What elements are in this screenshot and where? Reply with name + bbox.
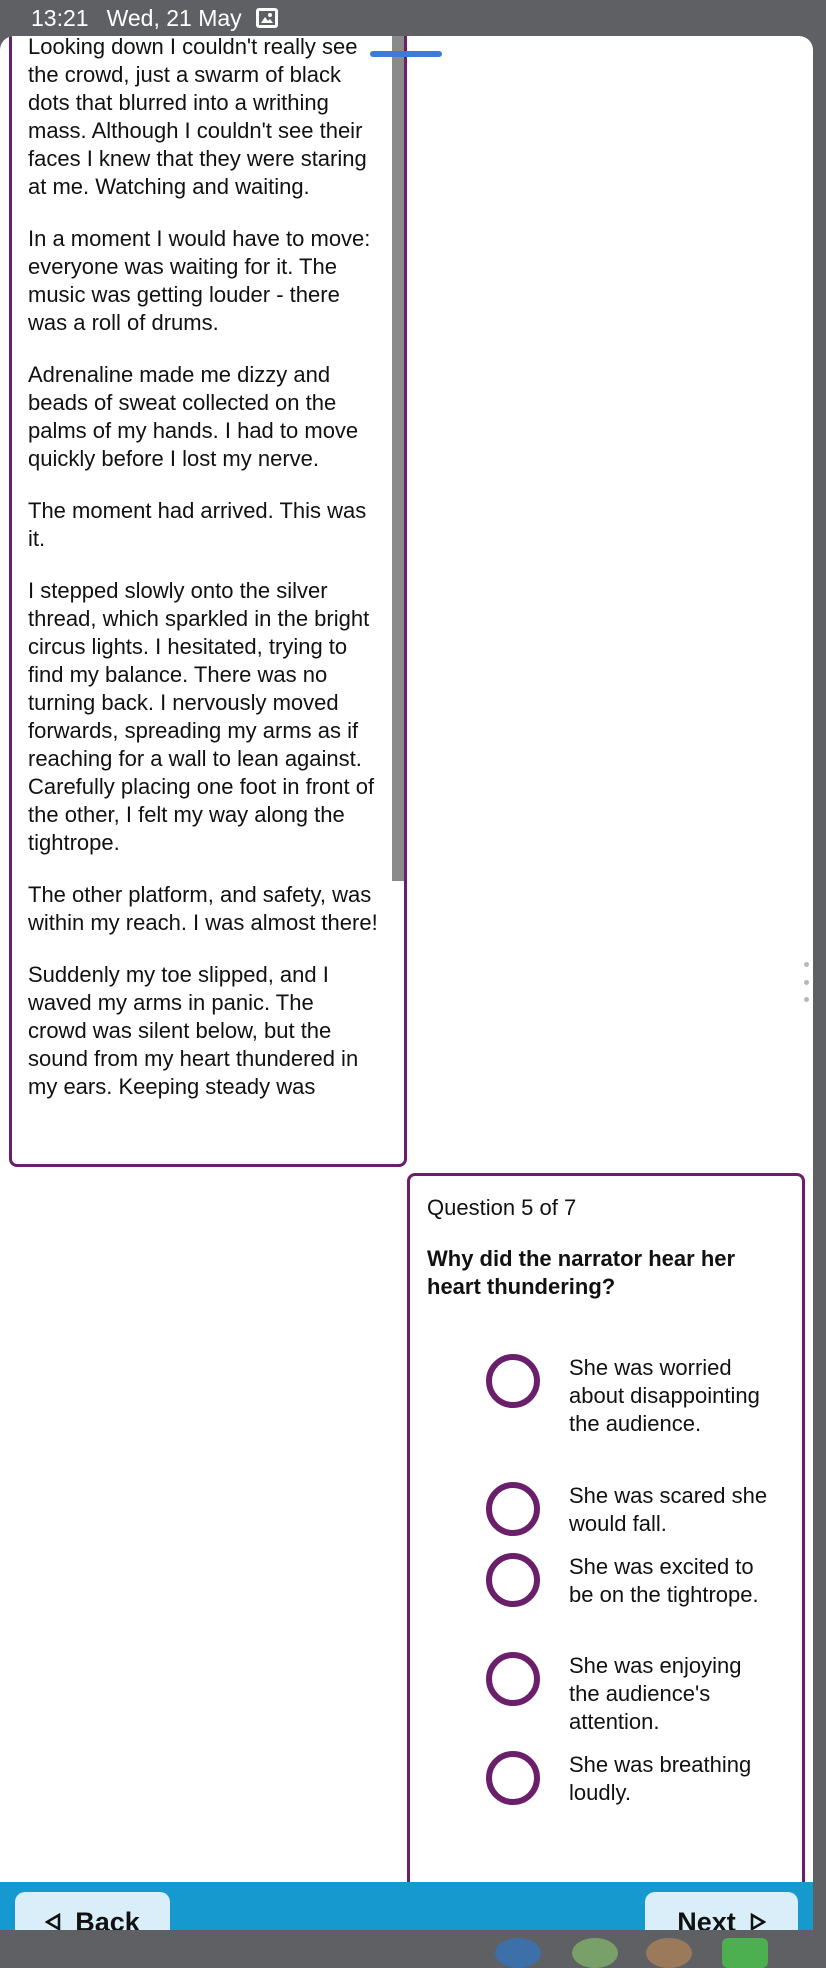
panel-drag-handle[interactable] bbox=[370, 51, 442, 57]
passage-paragraph: Looking down I couldn't really see the crowd, just a swarm of black dots that blurred into a writhing mass. Although I couldn't see their faces I knew that they were staring at me. Watching and waiting. bbox=[28, 36, 367, 199]
radio-button[interactable] bbox=[486, 1652, 540, 1706]
bottom-nav-bar bbox=[0, 1882, 813, 1930]
question-panel bbox=[407, 1173, 805, 1930]
next-button[interactable] bbox=[645, 1892, 798, 1930]
dock-app-icon[interactable] bbox=[646, 1938, 692, 1968]
passage-text bbox=[28, 36, 378, 1125]
side-handle[interactable] bbox=[803, 962, 809, 1002]
passage-paragraph: In a moment I would have to move: everyone was waiting for it. The music was getting louder - there was a roll of drums. bbox=[28, 226, 371, 335]
answer-label[interactable]: She was scared she would fall. bbox=[569, 1483, 768, 1536]
handle-dot bbox=[804, 997, 809, 1002]
answer-label[interactable]: She was excited to be on the tightrope. bbox=[569, 1554, 759, 1607]
answer-label[interactable]: She was worried about disappointing the audience. bbox=[569, 1355, 760, 1436]
back-button-label: Back bbox=[75, 1906, 140, 1930]
radio-button[interactable] bbox=[486, 1751, 540, 1805]
answer-label[interactable]: She was breathing loudly. bbox=[569, 1752, 752, 1805]
status-bar bbox=[0, 0, 826, 36]
passage-paragraph: I stepped slowly onto the silver thread, which sparkled in the bright circus lights. I hesitated, trying to find my balance. There was no turning back. I nervously moved forwards, spreading my arms as if reaching for a wall to lean against. Carefully placing one foot in front of the other, I felt my way along the tightrope. bbox=[28, 578, 375, 855]
answer-option-4[interactable] bbox=[486, 1652, 786, 1736]
dock-app-icon[interactable] bbox=[495, 1938, 541, 1968]
passage-scrollbar[interactable] bbox=[392, 36, 404, 1164]
dock-app-icon[interactable] bbox=[572, 1938, 618, 1968]
passage-scrollbar-thumb[interactable] bbox=[392, 36, 404, 881]
radio-button[interactable] bbox=[486, 1482, 540, 1536]
system-dock bbox=[0, 1930, 826, 1952]
question-counter: Question 5 of 7 bbox=[427, 1195, 577, 1220]
triangle-left-icon bbox=[45, 1913, 61, 1930]
handle-dot bbox=[804, 980, 809, 985]
handle-dot bbox=[804, 962, 809, 967]
app-screen bbox=[0, 36, 813, 1930]
back-button[interactable] bbox=[15, 1892, 170, 1930]
triangle-right-icon bbox=[750, 1913, 766, 1930]
passage-paragraph: The other platform, and safety, was within my reach. I was almost there! bbox=[28, 882, 378, 935]
passage-paragraph: Adrenaline made me dizzy and beads of sweat collected on the palms of my hands. I had to move quickly before I lost my nerve. bbox=[28, 362, 359, 471]
answer-option-2[interactable] bbox=[486, 1482, 786, 1538]
passage-panel[interactable] bbox=[9, 36, 407, 1167]
passage-paragraph: The moment had arrived. This was it. bbox=[28, 498, 367, 551]
radio-button[interactable] bbox=[486, 1354, 540, 1408]
answer-label[interactable]: She was enjoying the audience's attention. bbox=[569, 1653, 742, 1734]
answer-option-1[interactable] bbox=[486, 1354, 786, 1438]
status-time: 13:21 bbox=[31, 4, 89, 31]
question-text: Why did the narrator hear her heart thundering? bbox=[427, 1246, 736, 1299]
radio-button[interactable] bbox=[486, 1553, 540, 1607]
gallery-icon bbox=[256, 8, 278, 28]
calendar-icon[interactable] bbox=[722, 1938, 768, 1968]
passage-paragraph: Suddenly my toe slipped, and I waved my arms in panic. The crowd was silent below, but the sound from my heart thundered in my ears. Keeping steady was bbox=[28, 962, 359, 1099]
answer-option-3[interactable] bbox=[486, 1553, 786, 1609]
next-button-label: Next bbox=[677, 1906, 736, 1930]
answer-option-5[interactable] bbox=[486, 1751, 786, 1807]
status-date: Wed, 21 May bbox=[106, 4, 242, 31]
